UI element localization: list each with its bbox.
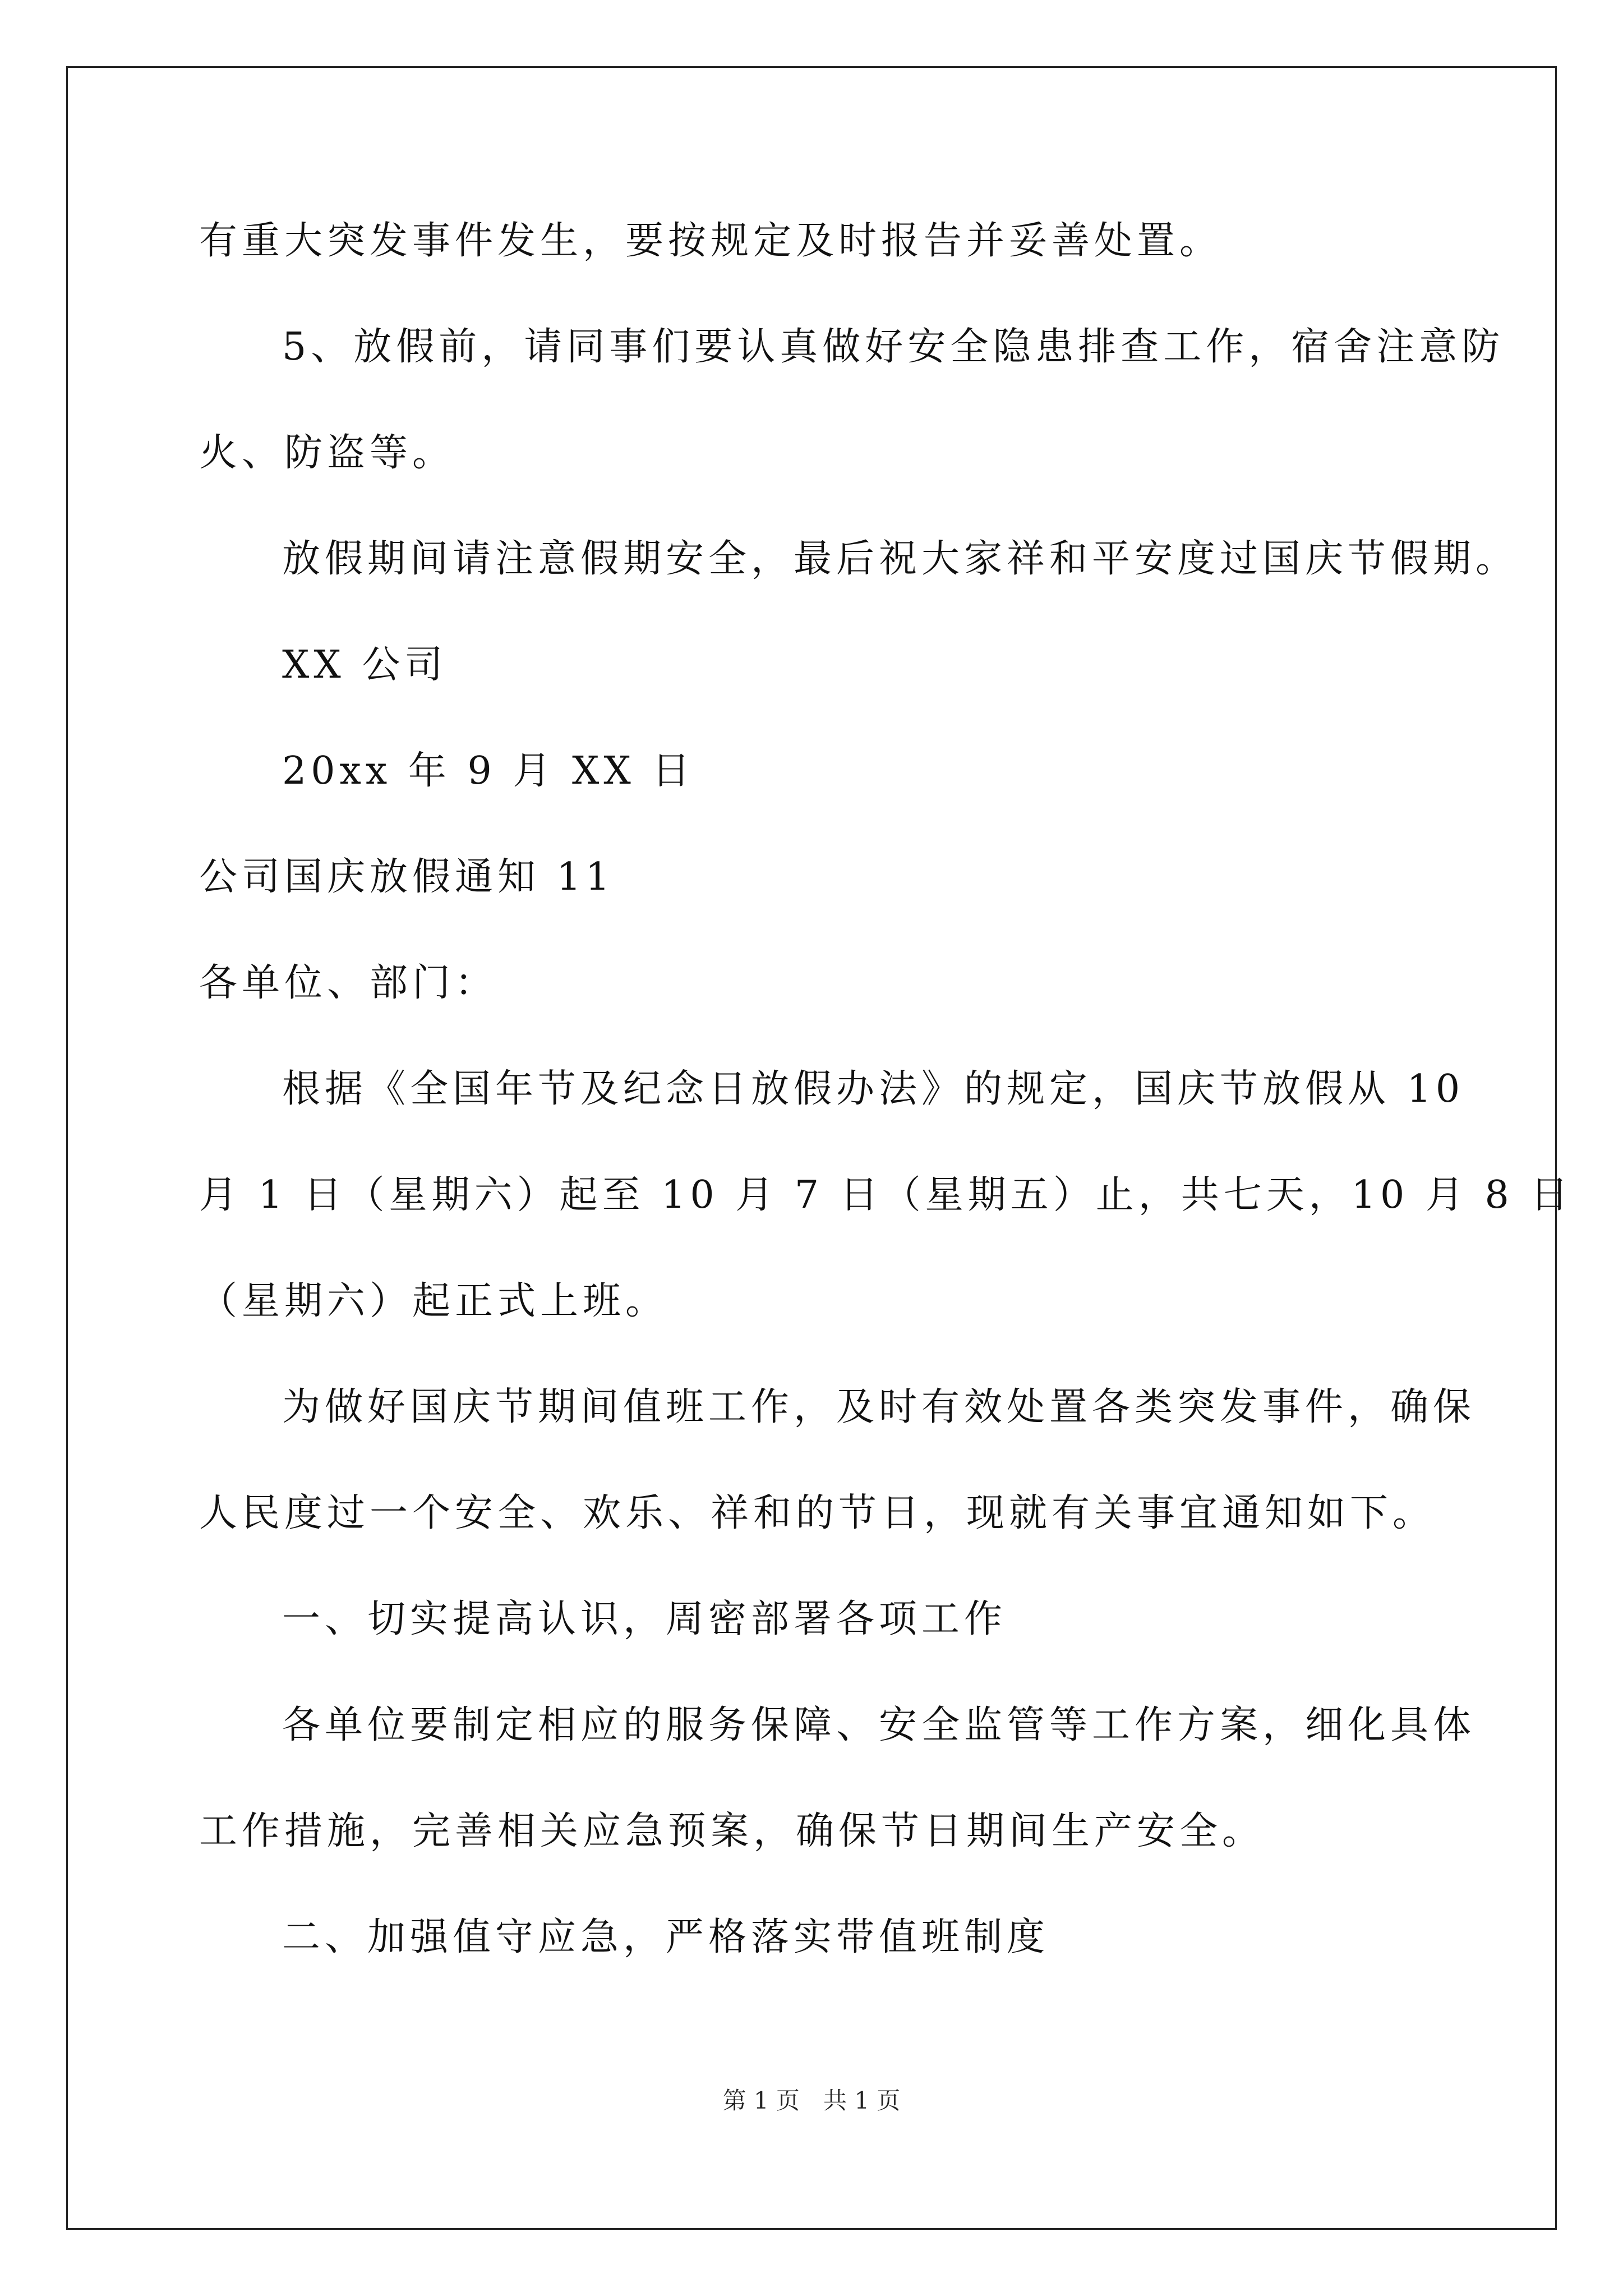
salutation: 各单位、部门： <box>199 961 498 1005</box>
body-line: 根据《全国年节及纪念日放假办法》的规定，国庆节放假从 10 <box>282 1067 1465 1111</box>
page-border <box>66 66 1557 2230</box>
signature-date: 20xx 年 9 月 XX 日 <box>282 749 695 793</box>
signature-company: XX 公司 <box>282 643 448 687</box>
body-line: 放假期间请注意假期安全，最后祝大家祥和平安度过国庆节假期。 <box>282 537 1519 581</box>
body-line: 工作措施，完善相关应急预案，确保节日期间生产安全。 <box>199 1809 1265 1853</box>
page-number-footer: 第 1 页 共 1 页 <box>722 2087 901 2114</box>
body-line: 月 1 日（星期六）起至 10 月 7 日（星期五）止，共七天，10 月 8 日 <box>199 1173 1573 1217</box>
body-line: 各单位要制定相应的服务保障、安全监管等工作方案，细化具体 <box>282 1703 1476 1747</box>
body-line: 火、防盗等。 <box>199 431 455 475</box>
heading-one: 一、切实提高认识，周密部署各项工作 <box>282 1597 1007 1641</box>
body-line: 为做好国庆节期间值班工作，及时有效处置各类突发事件，确保 <box>282 1385 1476 1429</box>
body-line: 5、放假前，请同事们要认真做好安全隐患排查工作，宿舍注意防 <box>282 325 1505 369</box>
body-line: （星期六）起正式上班。 <box>199 1279 668 1323</box>
heading-two: 二、加强值守应急，严格落实带值班制度 <box>282 1915 1050 1959</box>
body-line: 有重大突发事件发生，要按规定及时报告并妥善处置。 <box>199 219 1223 263</box>
section-title: 公司国庆放假通知 11 <box>199 855 615 899</box>
body-line: 人民度过一个安全、欢乐、祥和的节日，现就有关事宜通知如下。 <box>199 1491 1436 1535</box>
